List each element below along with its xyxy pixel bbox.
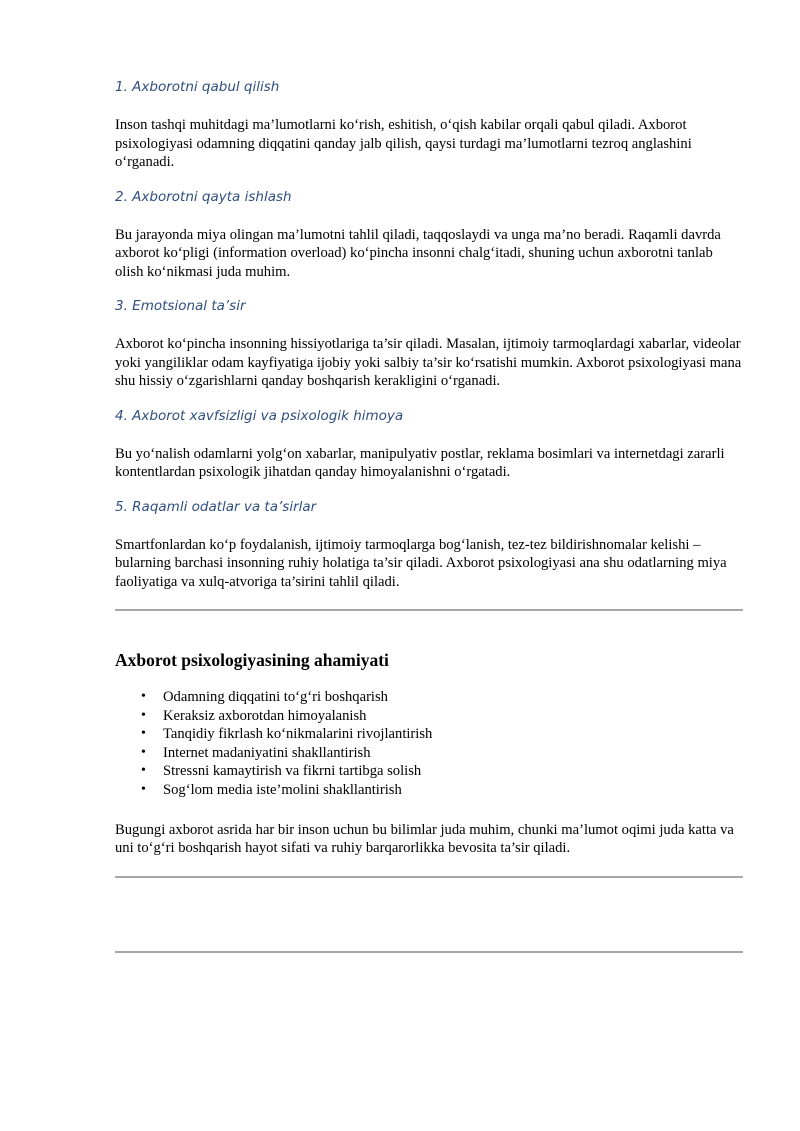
section-heading: 4. Axborot xavfsizligi va psixologik himoya [115,407,404,424]
list-item [141,725,743,744]
section-heading: 1. Axborotni qabul qilish [115,79,280,95]
list-item [141,744,743,763]
bullet-icon: • [141,763,146,779]
bullet-icon: • [141,707,146,723]
list-item-text: Odamning diqqatini to‘g‘ri boshqarish [163,689,388,705]
horizontal-rule [115,951,743,953]
section-4 [115,407,743,482]
list-item [141,707,743,726]
section-paragraph: Inson tashqi muhitdagi ma’lumotlarni ko‘rish, eshitish, o‘qish kabilar orqali qabul qiladi. Axborot psixologiyasi odamning diqqatini qanday jalb qilish, qaysi turdagi ma’lumotlarni tezroq anglashini o‘rganadi. [115,117,692,170]
conclusion-paragraph: Bugungi axborot asrida har bir inson uchun bu bilimlar juda muhim, chunki ma’lumot oqimi juda katta va uni to‘g‘ri boshqarish hayot sifati va ruhiy barqarorlikka bevosita ta’sir qiladi. [115,821,734,857]
importance-list [115,688,743,800]
list-item [141,762,743,781]
list-item-text: Sog‘lom media iste’molini shakllantirish [163,781,402,798]
document-body [115,78,743,953]
bullet-icon: • [141,744,146,760]
section-2 [115,188,743,282]
section-paragraph: Smartfonlardan ko‘p foydalanish, ijtimoiy tarmoqlarga bog‘lanish, tez-tez bildirishnomalar kelishi – bularning barchasi insonning ruhiy holatiga ta’sir qiladi. Axborot psixologiyasi ana shu odatlarning miya faoliyatiga va xulq-atvoriga ta’sirini tahlil qiladi. [115,536,727,590]
list-item-text: Keraksiz axborotdan himoyalanish [163,707,367,724]
section-heading: 5. Raqamli odatlar va ta’sirlar [115,498,317,515]
section-3 [115,297,743,391]
section-paragraph: Bu yo‘nalish odamlarni yolg‘on xabarlar, manipulyativ postlar, reklama bosimlari va internetdagi zararli kontentlardan psixologik jihatdan qanday himoyalanishni o‘rgatadi. [115,445,725,480]
section-paragraph: Axborot ko‘pincha insonning hissiyotlariga ta’sir qiladi. Masalan, ijtimoiy tarmoqlardagi xabarlar, videolar yoki yangiliklar odam kayfiyatiga ijobiy yoki salbiy ta’sir ko‘rsatishi mumkin. Axborot psixologiyasi mana shu hissiy o‘zgarishlarni qanday boshqarish kerakligini o‘rganadi. [115,336,742,389]
bullet-icon: • [141,726,146,742]
list-item-text: Internet madaniyatini shakllantirish [163,744,371,761]
bullet-icon: • [141,781,146,797]
section-5 [115,498,743,592]
bullet-icon: • [141,689,146,704]
list-item [141,688,743,707]
importance-title: Axborot psixologiyasining ahamiyati [115,650,389,670]
section-1 [115,78,743,172]
list-item [141,781,743,800]
list-item-text: Tanqidiy fikrlash ko‘nikmalarini rivojlantirish [163,726,433,743]
section-heading: 3. Emotsional ta’sir [115,298,246,314]
list-item-text: Stressni kamaytirish va fikrni tartibga solish [163,763,422,780]
section-heading: 2. Axborotni qayta ishlash [115,188,292,205]
section-paragraph: Bu jarayonda miya olingan ma’lumotni tahlil qiladi, taqqoslaydi va unga ma’no beradi. Raqamli davrda axborot ko‘pligi (information overload) ko‘pincha insonni chalg‘itadi, shuning uchun axborotni tanlab olish ko‘nikmasi juda muhim. [115,226,721,280]
